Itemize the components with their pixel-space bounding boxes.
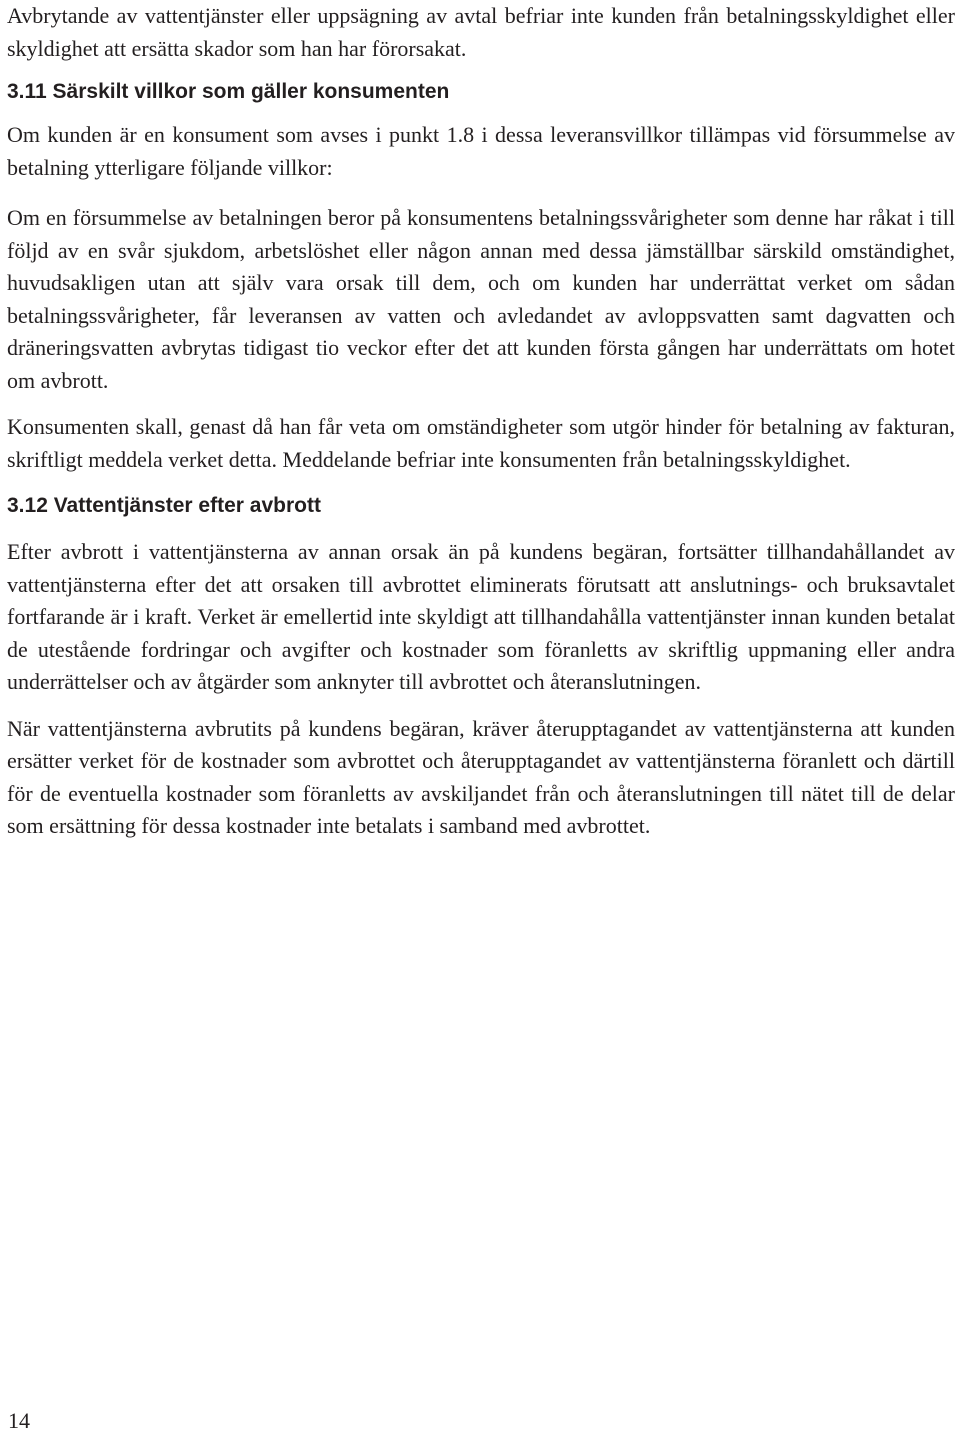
section-3-12-paragraph-2: När vattentjänsterna avbrutits på kundens begäran, kräver återupptagandet av vattentjänsterna att kunden ersätter verket för de kostnader som avbrottet och återupptagandet av vattentjänsterna föranlett och därtill för de eventuella kostnader som föranletts av avskiljandet från och återanslutningen till nätet till de delar som ersättning för dessa kostnader inte betalats i samband med avbrottet. bbox=[7, 715, 955, 838]
section-3-11-heading: 3.11 Särskilt villkor som gäller konsumenten bbox=[7, 80, 450, 103]
section-3-11-paragraph-1: Om kunden är en konsument som avses i punkt 1.8 i dessa leveransvillkor tillämpas vid försummelse av betalning ytterligare följande villkor: bbox=[7, 122, 955, 180]
page-number: 14 bbox=[8, 1408, 30, 1433]
section-3-11-paragraph-2: Om en försummelse av betalningen beror på konsumentens betalningssvårigheter som denne har råkat i till följd av en svår sjukdom, arbetslöshet eller någon annan med dessa jämställbar särskild omständighet, huvudsakligen utan att själv vara orsak till dem, och om kunden har underrättat verket om sådan betalningssvårigheter, får leveransen av vatten och avledandet av avloppsvatten samt dagvatten och dräneringsvatten avbrytas tidigast tio veckor efter det att kunden första gången har underrättats om hotet om avbrott. bbox=[7, 205, 955, 393]
section-3-11-paragraph-3: Konsumenten skall, genast då han får veta om omständigheter som utgör hinder för betalning av fakturan, skriftligt meddela verket detta. Meddelande befriar inte konsumenten från betalningsskyldighet. bbox=[7, 414, 955, 472]
section-3-12-heading: 3.12 Vattentjänster efter avbrott bbox=[7, 494, 321, 517]
document-page bbox=[7, 0, 955, 843]
section-3-12-paragraph-1: Efter avbrott i vattentjänsterna av annan orsak än på kundens begäran, fortsätter tillhandahållandet av vattentjänsterna efter det att orsaken till avbrottet eliminerats förutsatt att anslutnings- och bruksavtalet fortfarande är i kraft. Verket är emellertid inte skyldigt att tillhandahålla vattentjänster innan kunden betalat de utestående fordringar och avgifter och kostnader som föranletts av skriftlig uppmaning eller andra underrättelser och av åtgärder som anknyter till avbrottet och återanslutningen. bbox=[7, 539, 955, 694]
intro-paragraph: Avbrytande av vattentjänster eller uppsägning av avtal befriar inte kunden från betalningsskyldighet eller skyldighet att ersätta skador som han har förorsakat. bbox=[7, 3, 955, 61]
